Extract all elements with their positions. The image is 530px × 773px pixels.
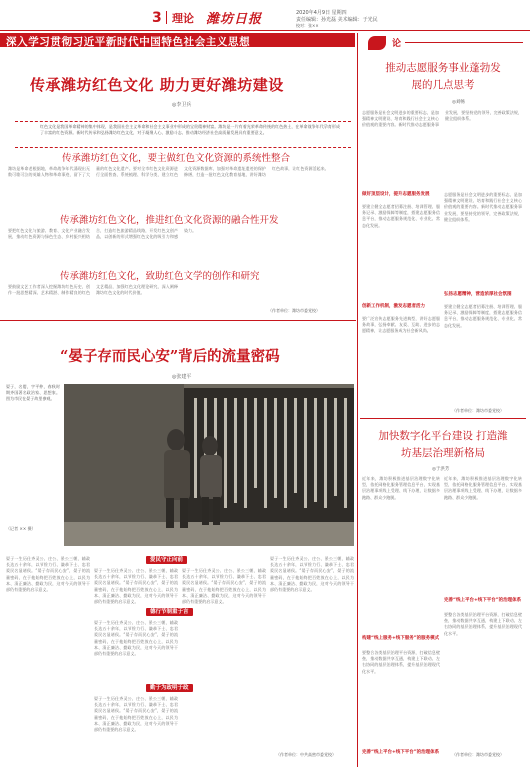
article1-byline: ◎李卫兵 (172, 102, 192, 108)
article3-byline: ◎刘畅 (452, 100, 465, 105)
article4-author-note: （作者单位：潍坊市委党校） (452, 752, 504, 757)
article2-body-col2b: 晏子一生历仕齐灵公、庄公、景公三朝，辅政长达五十余年，以节俭力行、谦恭下士、忠君爱民名显诸侯。“晏子存而民心安”，晏子的流量密码，在于他始终把百姓放在心上，以民为本、清正廉洁、勤政为民，这对今天的领导干部仍有重要的启示意义。 (94, 620, 178, 657)
article1-title: 传承潍坊红色文化 助力更好潍坊建设 (30, 76, 284, 94)
photo-caption-text: 晏子，名婴，字平仲，春秋时期齐国著名政治家、思想家。图为市民在晏子故里参观。 (6, 384, 60, 402)
article2-subhead-1: 爱民守正向前 (146, 556, 187, 564)
article2-body-col2: 晏子一生历仕齐灵公、庄公、景公三朝，辅政长达五十余年，以节俭力行、谦恭下士、忠君爱民名显诸侯。“晏子存而民心安”，晏子的流量密码，在于他始终把百姓放在心上，以民为本、清正廉洁、勤政为民，这对今天的领导干部仍有重要的启示意义。 (94, 568, 178, 604)
article-divider (0, 320, 356, 321)
article3-title: 推动志愿服务事业蓬勃发展的几点思考 (385, 62, 501, 91)
article4-body-col2b: 要整合各类基层治理平台资源，打破信息壁垒，推动数据共享互通，构建上下联动、左右协同的基层治理体系，提升基层治理现代化水平。 (444, 612, 522, 636)
editors-line: 责任编辑：孙光磊 美术编辑：于光民 (296, 17, 378, 23)
article4-body-col1b: 要整合各类基层治理平台资源，打破信息壁垒，推动数据共享互通，构建上下联动、左右协同的基层治理体系，提升基层治理现代化水平。 (362, 650, 440, 674)
article1-lead-rule-bottom (15, 147, 351, 148)
article3-author-note: （作者单位：潍坊市委党校） (452, 408, 504, 413)
theory-banner (0, 33, 355, 47)
article1-lead: 红色文化是我国革命精神的集中体现，是我国社会主义革命和社会主义事业中形成的宝贵精神财富。潍坊是一片有着光荣革命传统的红色热土，在革命战争年代孕育形成了丰富的红色资源。新时代传承和弘扬潍坊红色文化，对于凝聚人心、激励斗志、推动潍坊经济社会高质量发展具有重要意义。 (40, 124, 340, 136)
banner-title: 深入学习贯彻习近平新时代中国特色社会主义思想 (6, 36, 251, 48)
masthead-divider (166, 11, 167, 24)
article2-byline: ◎张建平 (172, 374, 192, 380)
article3-body-col2b: 要建立健全志愿者招募注册、培训管理、服务记录、激励保障等制度，搭建志愿服务信息平台，推动志愿服务规范化、专业化、常态化发展。 (444, 304, 522, 328)
article4-byline: ◎于洪芳 (432, 467, 450, 472)
article4-body-col1: 近年来，潍坊积极推进基层治理数字化转型，依托网格化服务管理信息平台，实现基层治理事项线上受理、线下办理，让数据多跑路、群众少跑腿。 (362, 476, 440, 500)
column-separator (357, 33, 358, 767)
article2-subhead-3: 勤于为政明于政 (146, 684, 193, 692)
article1-section-heading-3: 传承潍坊红色文化，致助红色文学的创作和研究 (60, 271, 260, 282)
masthead (0, 0, 530, 30)
article1-section-heading-2: 传承潍坊红色文化，推进红色文化资源的融合性开发 (60, 215, 279, 226)
article2-body-col4: 晏子一生历仕齐灵公、庄公、景公三朝，辅政长达五十余年，以节俭力行、谦恭下士、忠君爱民名显诸侯。“晏子存而民心安”，晏子的流量密码，在于他始终把百姓放在心上，以民为本、清正廉洁、勤政为民，这对今天的领导干部仍有重要的启示意义。 (270, 556, 354, 593)
article3-body-2: 要广泛宣传志愿服务先进典型，讲好志愿服务故事，弘扬奉献、友爱、互助、进步的志愿精神，让志愿服务成为社会新风尚。 (362, 316, 440, 334)
article1-author-note: （作者单位：潍坊市委党校） (268, 308, 320, 313)
page-number: 3 (152, 10, 162, 26)
article3-heading-1: 做好顶层设计，提升志愿服务发展 (362, 192, 430, 197)
article2-subhead-2: 德行节制重于言 (146, 608, 193, 616)
article2-photo (64, 384, 354, 546)
date-line: 2020年4月9日 星期四 (296, 10, 347, 16)
article3-heading-3: 弘扬志愿精神，营造浓厚社会氛围 (444, 292, 512, 297)
article4-body-col2: 近年来，潍坊积极推进基层治理数字化转型，依托网格化服务管理信息平台，实现基层治理事项线上受理、线下办理，让数据多跑路、群众少跑腿。 (444, 476, 522, 500)
article1-section-body-1: 潍坊是革命老根据地，革命战争年代涌现出无数可歌可泣的英雄人物和革命事迹，留下了大量的红色文化遗产。要对全市红色文化资源进行全面普查、系统梳理、科学分类，建立红色文化资源数据库，加强对革命遗址遗迹的保护修缮，打造一批红色文化教育基地，讲好潍坊红色故事，让红色资源活起来。 (8, 166, 329, 178)
article2-body-col3: 晏子一生历仕齐灵公、庄公、景公三朝，辅政长达五十余年，以节俭力行、谦恭下士、忠君爱民名显诸侯。“晏子存而民心安”，晏子的流量密码，在于他始终把百姓放在心上，以民为本、清正廉洁、勤政为民，这对今天的领导干部仍有重要的启示意义。 (182, 568, 266, 605)
masthead-rule (0, 30, 530, 31)
article2-photo-credit: （记者 ×× 摄） (6, 526, 36, 531)
article2-photo-caption (6, 384, 60, 456)
column-label-rule (405, 42, 523, 43)
article1-section-heading-1: 传承潍坊红色文化，要主做红色文化资源的系统性整合 (62, 153, 291, 164)
article2-body-col2c: 晏子一生历仕齐灵公、庄公、景公三朝，辅政长达五十余年，以节俭力行、谦恭下士、忠君爱民名显诸侯。“晏子存而民心安”，晏子的流量密码，在于他始终把百姓放在心上，以民为本、清正廉洁、勤政为民，这对今天的领导干部仍有重要的启示意义。 (94, 696, 178, 733)
right-article-divider (360, 418, 526, 419)
column-badge (368, 36, 386, 50)
article4-heading-2: 完善“线上平台+线下平台”的治理体系 (362, 750, 440, 755)
exhibition-photo (64, 384, 354, 546)
column-label: 论 (392, 39, 402, 49)
article2-author-note: （作者单位：中共高密市委党校） (276, 752, 336, 757)
article1-section-body-2: 要把红色文化与旅游、教育、文化产业融合发展，推动红色资源与绿色生态、乡村振兴相结合，打造红色旅游精品线路，开发红色文创产品，以创新的形式增强红色文化的吸引力和感染力。 (8, 228, 197, 240)
article2-title: “晏子存而民心安”背后的流量密码 (60, 348, 280, 365)
article3-body-col2a: 志愿服务是社会文明进步的重要标志，是加强精神文明建设、培育和践行社会主义核心价值观的重要内容。新时代推动志愿服务事业发展，要坚持党的领导，完善政策法规，健全组织体系。 (444, 192, 522, 222)
article1-section-body-3: 要鼓励文艺工作者深入挖掘潍坊红色历史，创作一批思想精深、艺术精湛、制作精良的红色文艺精品，加强红色文化理论研究，深入阐释潍坊红色文化的时代价值。 (8, 284, 178, 296)
article2-body-col1: 晏子一生历仕齐灵公、庄公、景公三朝，辅政长达五十余年，以节俭力行、谦恭下士、忠君爱民名显诸侯。“晏子存而民心安”，晏子的流量密码，在于他始终把百姓放在心上，以民为本、清正廉洁、勤政为民，这对今天的领导干部仍有重要的启示意义。 (6, 556, 90, 593)
article4-title: 加快数字化平台建设 打造潍坊基层治理新格局 (378, 430, 508, 459)
article4-heading-1: 构建“线上服务+线下服务”的服务模式 (362, 636, 440, 641)
article1-lead-rule-top (15, 121, 351, 122)
article3-intro: 志愿服务是社会文明进步的重要标志，是加强精神文明建设、培育和践行社会主义核心价值观的重要内容。新时代推动志愿服务事业发展，要坚持党的领导，完善政策法规，健全组织体系。 (362, 110, 522, 128)
proof-line: 校对：张×× (296, 23, 319, 28)
article4-heading-3: 完善“线上平台+线下平台”的治理体系 (444, 598, 522, 603)
paper-logo: 潍坊日报 (206, 12, 263, 27)
article3-body-1: 要建立健全志愿者招募注册、培训管理、服务记录、激励保障等制度，搭建志愿服务信息平台，推动志愿服务规范化、专业化、常态化发展。 (362, 204, 440, 228)
section-name: 理论 (172, 12, 194, 25)
article3-heading-2: 创新工作机制，激发志愿者活力 (362, 304, 425, 309)
